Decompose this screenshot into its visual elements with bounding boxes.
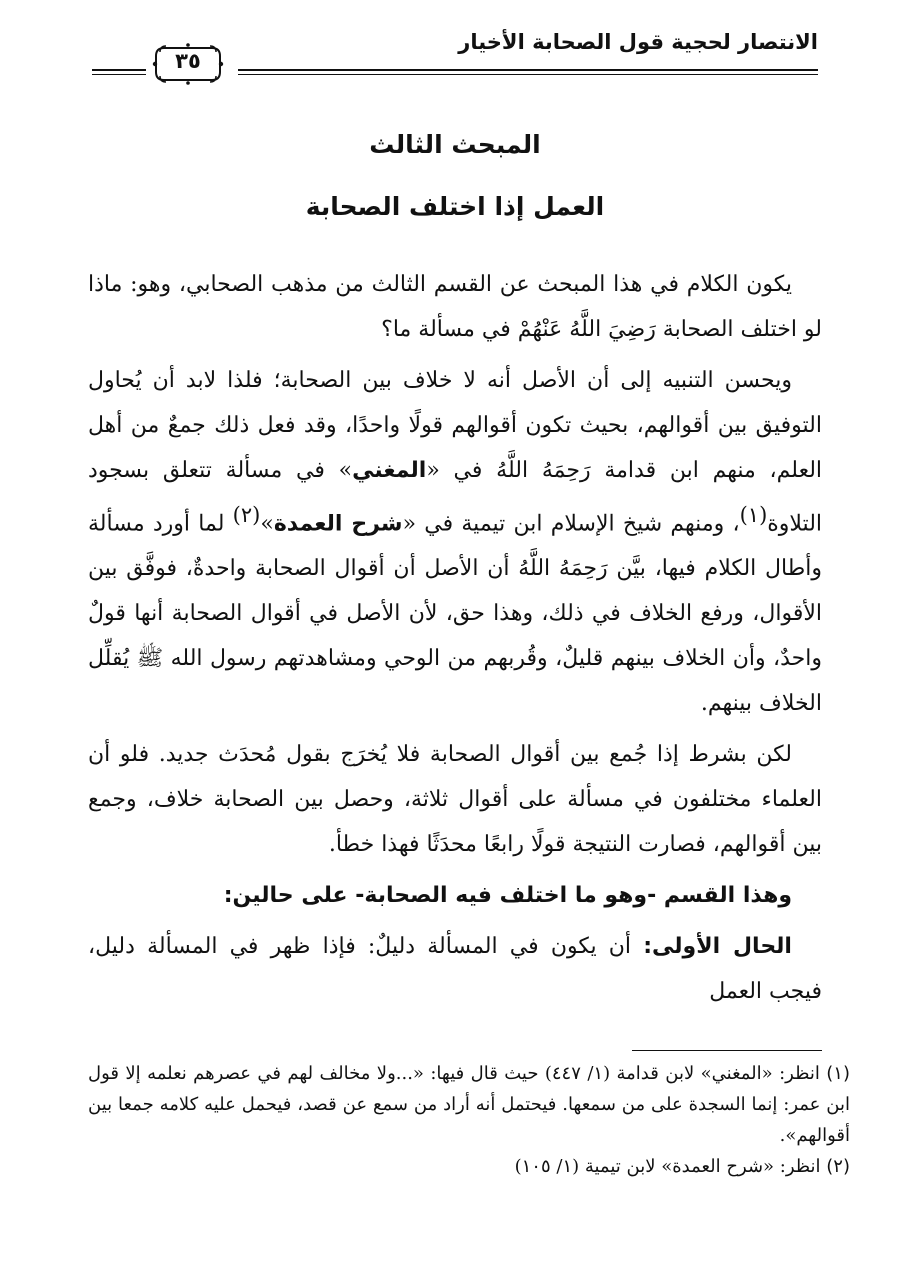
header-rule-left-thin bbox=[92, 74, 146, 75]
paragraph-5 bbox=[88, 924, 822, 1014]
footnote-1 bbox=[88, 1058, 850, 1151]
footnote-separator bbox=[632, 1050, 822, 1051]
paragraph-2 bbox=[88, 358, 822, 726]
footnote-2-number: (٢) bbox=[826, 1156, 850, 1177]
case-text: أن يكون في المسألة دليلٌ: فإذا ظهر في المسألة دليل، فيجب العمل bbox=[88, 934, 822, 1005]
footnote-2-text: انظر: «شرح العمدة» لابن تيمية (١/ ١٠٥) bbox=[514, 1156, 827, 1177]
footnote-marker-1: (١) bbox=[739, 503, 768, 527]
header-rule-left bbox=[92, 69, 146, 71]
paragraph-2-part: ويحسن التنبيه إلى أن الأصل أنه لا خلاف بين الصحابة؛ فلذا لابد أن يُحاول التوفيق بين أقوالهم، بحيث تكون أقوالهم قولًا واحدًا، وقد فعل ذلك جمعٌ من أهل العلم، منهم ابن قدامة رَحِمَهُ اللَّهُ في « bbox=[88, 368, 823, 483]
footnote-2 bbox=[88, 1151, 850, 1182]
header-rule-right bbox=[238, 69, 818, 71]
footnotes bbox=[88, 1058, 850, 1182]
paragraph-2-part: » bbox=[260, 511, 274, 537]
footnote-marker-2: (٢) bbox=[232, 503, 261, 527]
section-subtitle: العمل إذا اختلف الصحابة bbox=[305, 192, 605, 221]
paragraph-2-part: ، ومنهم شيخ الإسلام ابن تيمية في « bbox=[402, 511, 740, 537]
body-text bbox=[88, 262, 822, 1020]
header-rule-right-thin bbox=[238, 74, 818, 75]
page-number-frame bbox=[150, 42, 226, 86]
book-reference-mughni: المغني bbox=[352, 458, 427, 483]
paragraph-2-part: لما أورد مسألة وأطال الكلام فيها، بيَّن رَحِمَهُ اللَّهُ أن الأصل أن أقوال الصحابة واحدةٌ، فوفَّق بين الأقوال، ورفع الخلاف في ذلك، وهذا حق، لأن الأصل في أقوال الصحابة أنها قولٌ واحدٌ، وأن الخلاف بينهم قليلٌ، وقُربهم من الوحي ومشاهدتهم رسول الله ﷺ يُقلِّل الخلاف بينهم. bbox=[88, 511, 822, 717]
footnote-1-text: انظر: «المغني» لابن قدامة (١/ ٤٤٧) حيث قال فيها: «...ولا مخالف لهم في عصرهم نعلمه إلا قول ابن عمر: إنما السجدة على من سمعها. فيحتمل أنه أراد من سمع عن قصد، فيحمل عليه كلامه جمعا بين أقوالهم». bbox=[88, 1063, 850, 1146]
footnote-1-number: (١) bbox=[826, 1063, 850, 1084]
paragraph-2-part: » في مسألة تتعلق بسجود التلاوة bbox=[88, 458, 823, 537]
page-number: ٣٥ bbox=[175, 49, 201, 73]
running-header-title: الانتصار لحجية قول الصحابة الأخيار bbox=[458, 30, 818, 54]
paragraph-1: يكون الكلام في هذا المبحث عن القسم الثالث من مذهب الصحابي، وهو: ماذا لو اختلف الصحابة رَضِيَ اللَّهُ عَنْهُمْ في مسألة ما؟ bbox=[88, 272, 822, 342]
division-statement: وهذا القسم -وهو ما اختلف فيه الصحابة- على حالين: bbox=[223, 883, 792, 909]
paragraph-3: لكن بشرط إذا جُمع بين أقوال الصحابة فلا يُخرَج بقول مُحدَث جديد. فلو أن العلماء مختلفون في مسألة على أقوال ثلاثة، وحصل بين الصحابة خلاف، وجمع بين أقوالهم، فصارت النتيجة قولًا رابعًا محدَثًا فهذا خطأ. bbox=[88, 742, 822, 858]
book-reference-sharh-umda: شرح العمدة bbox=[273, 511, 403, 537]
section-heading: المبحث الثالث bbox=[369, 130, 541, 159]
case-label: الحال الأولى: bbox=[643, 934, 792, 960]
paragraph-4 bbox=[88, 873, 822, 918]
